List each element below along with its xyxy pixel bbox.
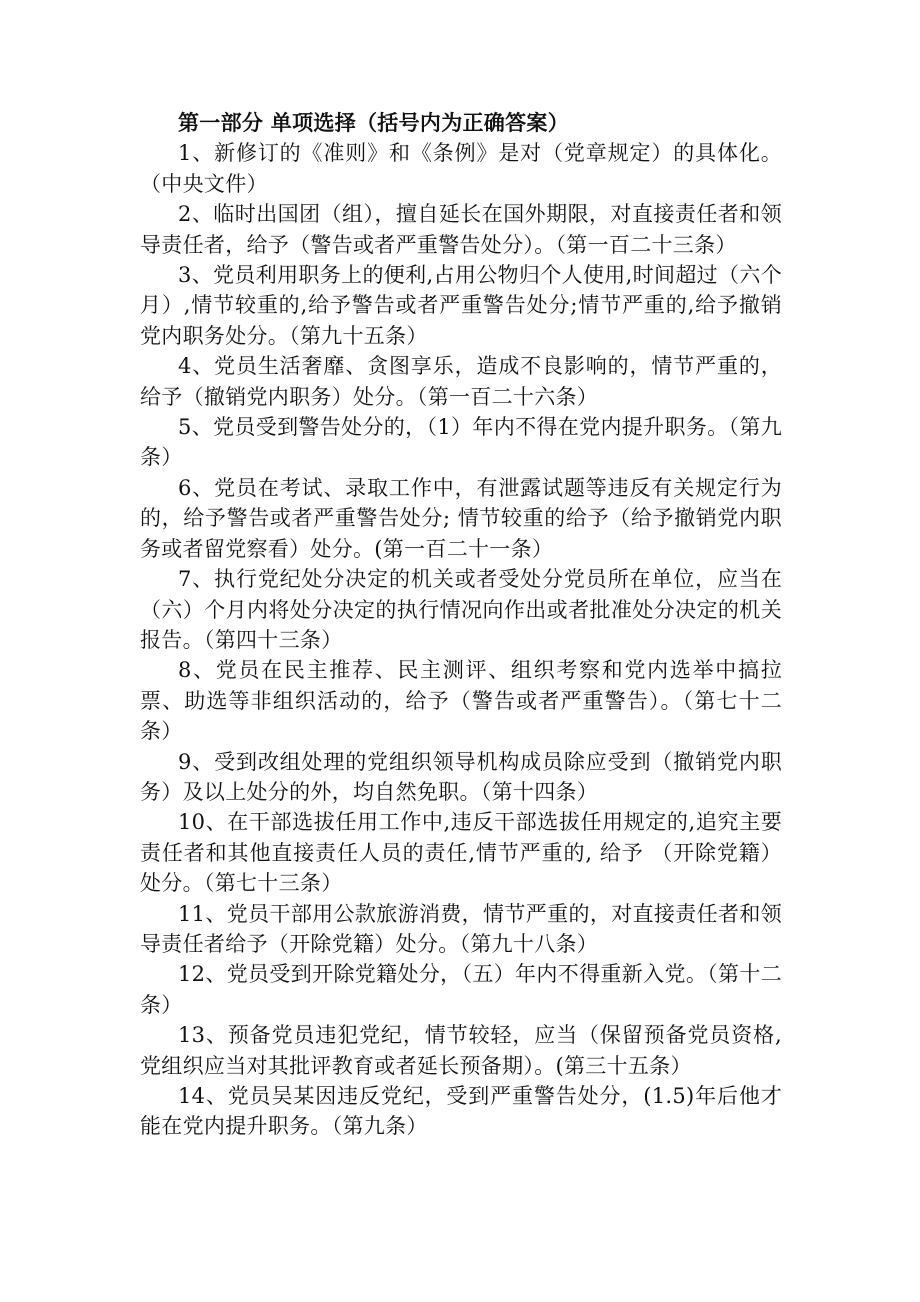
question-7: 7、执行党纪处分决定的机关或者受处分党员所在单位，应当在（六）个月内将处分决定的执行情况向作出或者批准处分决定的机关报告。（第四十三条）	[140, 567, 782, 652]
question-12: 12、党员受到开除党籍处分，（五）年内不得重新入党。（第十二条）	[140, 962, 782, 1017]
question-4: 4、党员生活奢靡、贪图享乐，造成不良影响的，情节严重的，给予（撤销党内职务）处分。（第一百二十六条）	[140, 354, 782, 409]
question-6: 6、党员在考试、录取工作中，有泄露试题等违反有关规定行为的，给予警告或者严重警告处分; 情节较重的给予（给予撤销党内职务或者留党察看）处分。(第一百二十一条）	[140, 475, 782, 561]
question-8: 8、党员在民主推荐、民主测评、组织考察和党内选举中搞拉票、助选等非组织活动的，给予（警告或者严重警告）。（第七十二条）	[140, 658, 782, 744]
question-3: 3、党员利用职务上的便利,占用公物归个人使用,时间超过（六个月）,情节较重的,给予警告或者严重警告处分;情节严重的,给予撤销党内职务处分。（第九十五条）	[140, 263, 782, 348]
section-heading: 第一部分 单项选择（括号内为正确答案）	[178, 110, 570, 135]
question-11: 11、党员干部用公款旅游消费，情节严重的，对直接责任者和领导责任者给予（开除党籍）处分。（第九十八条）	[140, 901, 782, 956]
question-13: 13、预备党员违犯党纪，情节较轻，应当（保留预备党员资格,党组织应当对其批评教育或者延长预备期）。(第三十五条）	[140, 1023, 782, 1078]
question-9: 9、受到改组处理的党组织领导机构成员除应受到（撤销党内职务）及以上处分的外，均自然免职。（第十四条）	[140, 749, 782, 804]
question-10: 10、在干部选拔任用工作中,违反干部选拔任用规定的,追究主要责任者和其他直接责任人员的责任,情节严重的, 给予 （开除党籍）处分。（第七十三条）	[140, 810, 782, 896]
question-2: 2、临时出国团（组），擅自延长在国外期限，对直接责任者和领导责任者，给予（警告或者严重警告处分）。（第一百二十三条）	[140, 202, 782, 257]
question-5: 5、党员受到警告处分的，（1）年内不得在党内提升职务。（第九条）	[140, 415, 782, 470]
document-page	[140, 108, 782, 1142]
question-1: 1、新修订的《准则》和《条例》是对（党章规定）的具体化。（中央文件）	[140, 141, 782, 196]
question-14: 14、党员吴某因违反党纪，受到严重警告处分，(1.5)年后他才能在党内提升职务。（第九条）	[140, 1084, 782, 1139]
